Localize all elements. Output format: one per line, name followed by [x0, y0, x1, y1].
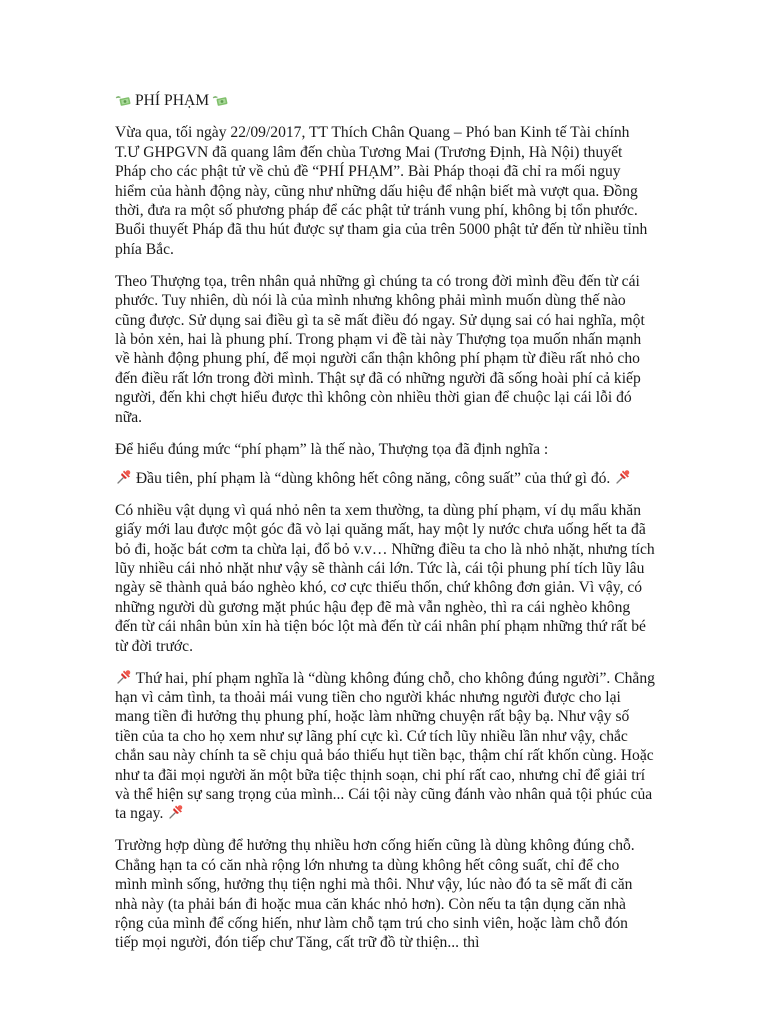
paragraph-cause: Theo Thượng tọa, trên nhân quả những gì chúng ta có trong đời mình đều đến từ cái phước. Tuy nhiên, dù nói là của mình nhưng không phải mình muốn dùng thế nào cũng được. Sử dụng sai điều gì ta sẽ mất điều đó ngay. Sử dụng sai có hai nghĩa, một là bỏn xẻn, hai là phung phí. Trong phạm vi đề tài này Thượng tọa muốn nhấn mạnh về hành động phung phí, để mọi người cẩn thận không phí phạm từ điều rất nhỏ cho đến điều rất lớn trong đời mình. Thật sự đã có những người đã sống hoài phí cả kiếp người, đến khi chợt hiểu được thì không còn nhiều thời gian để chuộc lại cái lỗi đó nữa.	[115, 272, 645, 426]
pushpin-icon	[115, 469, 132, 485]
document-page	[115, 91, 655, 965]
paragraph-small-things: Có nhiều vật dụng vì quá nhỏ nên ta xem thường, ta dùng phí phạm, ví dụ mẩu khăn giấy mới lau được một góc đã vò lại quăng mất, hay một ly nước chưa uống hết ta đã bỏ đi, hoặc bát cơm ta chừa lại, đổ bỏ v.v… Những điều ta cho là nhỏ nhặt, nhưng tích lũy nhiều cái nhỏ nhặt như vậy sẽ thành cái lớn. Tức là, cái tội phung phí tích lũy lâu ngày sẽ thành quả báo nghèo khó, cơ cực thiếu thốn, chứ không đơn giản. Vì vậy, có những người dù gương mặt phúc hậu đẹp đẽ mà vẫn nghèo, thì ra cái nghèo không đến từ cái nhân bủn xỉn hà tiện bóc lột mà đến từ cái nhân phí phạm những thứ rất bé từ đời trước.	[115, 501, 655, 655]
document-title	[115, 91, 655, 110]
paragraph-enjoyment: Trường hợp dùng để hưởng thụ nhiều hơn cống hiến cũng là dùng không đúng chỗ. Chẳng hạn ta có căn nhà rộng lớn nhưng ta dùng không hết công suất, chỉ để cho mình mình sống, hưởng thụ tiện nghi mà thôi. Như vậy, lúc nào đó ta sẽ mất đi căn nhà này (ta phải bán đi hoặc mua căn khác nhỏ hơn). Còn nếu ta tận dụng căn nhà rộng của mình để cống hiến, như làm chỗ tạm trú cho sinh viên, hoặc làm chỗ đón tiếp mọi người, đón tiếp chư Tăng, cất trữ đồ từ thiện... thì	[115, 837, 635, 952]
point-one-text: Đầu tiên, phí phạm là “dùng không hết công năng, công suất” của thứ gì đó.	[132, 469, 615, 487]
paragraph-point-one	[115, 469, 655, 488]
paragraph-definition-lead: Để hiểu đúng mức “phí phạm” là thế nào, Thượng tọa đã định nghĩa :	[115, 440, 549, 458]
paragraph-point-two	[115, 669, 655, 824]
pushpin-icon	[167, 804, 184, 820]
money-with-wings-icon	[115, 94, 132, 107]
pushpin-icon	[115, 669, 132, 685]
point-two-text: Thứ hai, phí phạm nghĩa là “dùng không đúng chỗ, cho không đúng người”. Chẳng hạn vì cảm tình, ta thoải mái vung tiền cho người khác nhưng người được cho lại mang tiền đi hưởng thụ phung phí, hoặc làm những chuyện rất bậy bạ. Như vậy số tiền của ta cho họ xem như sự lãng phí cực kì. Cứ tích lũy nhiều lần như vậy, chắc chắn sau này chính ta sẽ chịu quả báo thiếu hụt tiền bạc, thậm chí rất khốn cùng. Hoặc như ta đãi mọi người ăn một bữa tiệc thịnh soạn, chi phí rất cao, nhưng chỉ để giải trí và thể hiện sự sang trọng của mình... Cái tội này cũng đánh vào nhân quả tội phúc của ta ngay.	[115, 669, 655, 823]
paragraph-intro: Vừa qua, tối ngày 22/09/2017, TT Thích Chân Quang – Phó ban Kinh tế Tài chính T.Ư GHPGVN đã quang lâm đến chùa Tương Mai (Trương Định, Hà Nội) thuyết Pháp cho các phật tử về chủ đề “PHÍ PHẠM”. Bài Pháp thoại đã chỉ ra mối nguy hiểm của hành động này, cũng như những dấu hiệu để nhận biết mà vượt qua. Đồng thời, đưa ra một số phương pháp để các phật tử tránh vung phí, không bị tổn phước. Buổi thuyết Pháp đã thu hút được sự tham gia của trên 5000 phật tử đến từ nhiều tỉnh phía Bắc.	[115, 124, 648, 258]
title-text: PHÍ PHẠM	[135, 92, 210, 109]
money-with-wings-icon	[212, 94, 229, 107]
pushpin-icon	[614, 469, 631, 485]
